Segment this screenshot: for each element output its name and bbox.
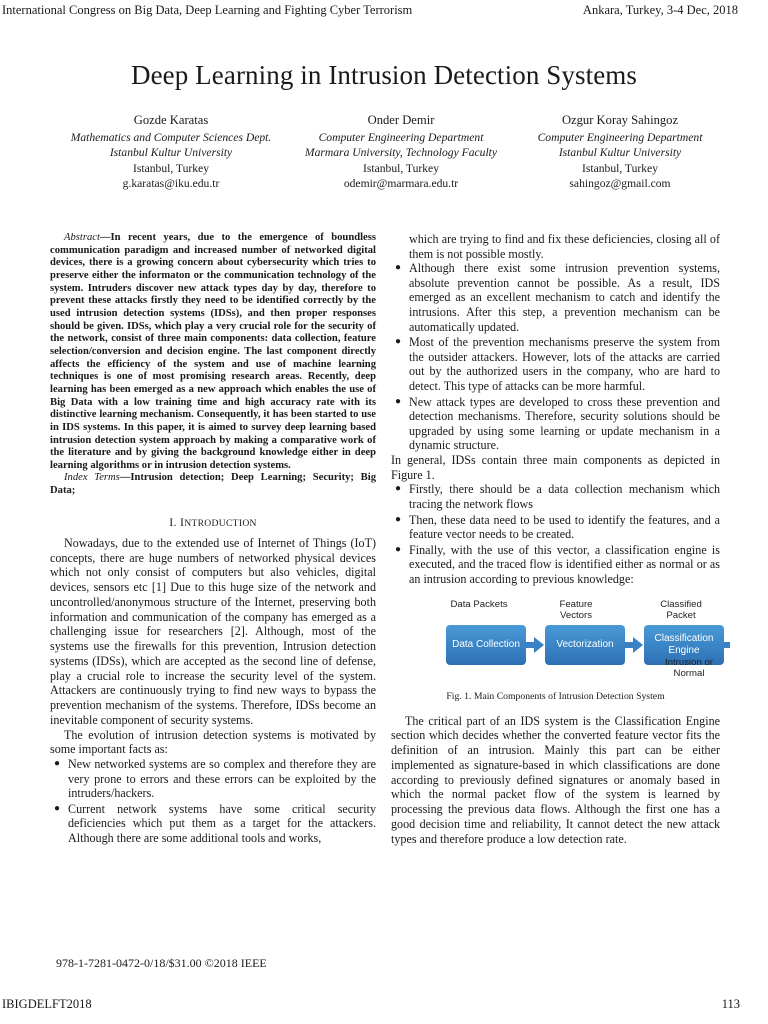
list-item bbox=[391, 395, 720, 453]
author-dept: Mathematics and Computer Sciences Dept. bbox=[70, 130, 272, 144]
arrow-right-icon bbox=[633, 637, 643, 653]
components-paragraph: In general, IDSs contain three main components as depicted in Figure 1. bbox=[391, 452, 720, 482]
author-univ: Marmara University, Technology Faculty bbox=[304, 146, 498, 159]
label-data-packets: Data Packets bbox=[450, 598, 508, 610]
arrow-shaft bbox=[724, 642, 730, 648]
bullet-icon: ● bbox=[395, 395, 402, 407]
bullet-icon: ● bbox=[395, 262, 402, 274]
list-item-text: Finally, with the use of this vector, a classification engine is executed, and the traced flow is identified either as normal or as an intrusion according to previous knowledge: bbox=[409, 542, 720, 586]
bullet-icon: ● bbox=[395, 336, 402, 348]
section-first-letter: I bbox=[179, 514, 185, 529]
list-item bbox=[391, 482, 720, 511]
list-item bbox=[391, 513, 720, 542]
author-city: Istanbul, Turkey bbox=[581, 161, 658, 175]
section-rest: NTRODUCTION bbox=[184, 517, 257, 529]
intro-paragraph-1: Nowadays, due to the extended use of Internet of Things (IoT) concepts, there are huge numbers of networked physical devices which not only consist of computers but also vehicles, digital devices, sensors etc [1] Due to this huge size of the network and uncontrolled/anonymous structure of the Internet, preserving both information and communication of the company has emerged as a challenging issue for researchers [2]. Although, most of the systems use the firewalls for this prevention, Intrusion detection systems (IDSs), which are accepted as the second line of defense, play a crucial role to increase the security level of the system. Attackers are continuously trying to find new ways to bypass the prevention mechanism of the systems. Therefore, IDSs become an inevitable component of security systems. bbox=[50, 535, 376, 727]
author-block-2 bbox=[288, 113, 514, 192]
bullet-icon: ● bbox=[395, 513, 402, 525]
author-name: Gozde Karatas bbox=[133, 113, 209, 127]
bullet-icon: ● bbox=[395, 543, 402, 555]
arrow-shaft bbox=[625, 642, 633, 648]
list-item-text: Then, these data need to be used to identify the features, and a feature vector needs to be created. bbox=[409, 512, 720, 542]
list-item-continuation: which are trying to find and fix these deficiencies, closing all of them is not possible mostly. bbox=[409, 232, 720, 261]
motivation-list bbox=[50, 757, 376, 846]
list-item bbox=[50, 802, 376, 846]
author-univ: Istanbul Kultur University bbox=[558, 146, 682, 159]
index-terms-lead: Index Terms bbox=[64, 472, 120, 484]
author-email: odemir@marmara.edu.tr bbox=[343, 177, 459, 190]
list-item-text: New networked systems are so complex and therefore they are very prone to errors and these errors can be exploited by the intruders/hackers. bbox=[68, 757, 376, 801]
conference-header: International Congress on Big Data, Deep Learning and Fighting Cyber Terrorism bbox=[2, 3, 413, 17]
list-item-text: Most of the prevention mechanisms preserve the system from the outsider attackers. However, lots of the attacks are carried out by the authorized users in the company, who are hard to detect. This type of attacks can be more harmful. bbox=[409, 335, 720, 393]
paper-title: Deep Learning in Intrusion Detection Systems bbox=[130, 60, 638, 90]
label-classified-packet: Classified Packet bbox=[660, 598, 702, 621]
list-item bbox=[391, 261, 720, 334]
list-item-text: Firstly, there should be a data collection mechanism which tracing the network flows bbox=[409, 482, 720, 511]
author-dept: Computer Engineering Department bbox=[537, 130, 703, 144]
arrow-right-icon bbox=[534, 637, 544, 653]
author-email: sahingoz@gmail.com bbox=[569, 177, 671, 190]
list-item-text: Although there exist some intrusion prevention systems, absolute prevention cannot be possible. As a result, IDS emerged as an excellent mechanism to catch and identify the intrusions. After this step, a prevention mechanism can be automatically updated. bbox=[409, 261, 720, 334]
box-classification-engine: Classification Engine bbox=[644, 625, 724, 665]
author-name: Ozgur Koray Sahingoz bbox=[561, 113, 679, 127]
author-email: g.karatas@iku.edu.tr bbox=[122, 177, 220, 190]
author-city: Istanbul, Turkey bbox=[362, 161, 439, 175]
copyright-notice: 978-1-7281-0472-0/18/$31.00 ©2018 IEEE bbox=[56, 956, 267, 970]
bullet-icon: ● bbox=[54, 758, 61, 770]
section-heading-introduction bbox=[50, 515, 376, 530]
figure-caption: Fig. 1. Main Components of Intrusion Detection System bbox=[446, 690, 665, 702]
ids-components-figure bbox=[391, 598, 720, 683]
components-list bbox=[391, 482, 720, 586]
right-column bbox=[391, 232, 720, 846]
list-item-text: Current network systems have some critical security deficiencies which put them as a target for the attackers. Although there are some additional tools and works, bbox=[68, 801, 376, 845]
author-city: Istanbul, Turkey bbox=[132, 161, 209, 175]
abstract-text: —In recent years, due to the emergence of boundless communication paradigm and increased number of networked digital devices, there is a growing concern about cybersecurity which tries to preserve either the informaton or the communication technology of the system. Intruders discover new attack types day by day, therefore to prevent these attacks firstly they need to be identified correctly by the used intrusion detection systems (IDSs), and then proper responses should be given. IDSs, which play a very crucial role for the security of the network, consist of three main components: data collection, feature selection/conversion and decision engine. The last component directly affects the efficiency of the system and use of machine learning techniques is one of most promising research areas. Recently, deep learning has been emerged as a new approach which enables the use of Big Data with a low training time and high accuracy rate with its distinctive learning mechanism. Consequently, it has been started to use in IDS systems. In this paper, it is aimed to survey deep learning based intrusion detection system approach by making a comparative work of the literature and by giving the background knowledge either in deep learning algorithms or in intrusion detection systems. bbox=[50, 232, 376, 471]
author-block-1 bbox=[46, 113, 296, 192]
motivation-list-continued bbox=[391, 261, 720, 453]
box-vectorization: Vectorization bbox=[545, 625, 625, 665]
classification-paragraph: The critical part of an IDS system is the Classification Engine section which decides whether the converted feature vector fits the definition of an intrusion. Mainly this part can be either implemented as signature-based in which classifications are done according to previously defined signatures or anomaly based in which the normal packet flow of the system is learned by processing the previous data flows. Although the first one has a good decision time and reliability, It cannot detect the new attack types and therefore produce a low detection rate. bbox=[391, 713, 720, 846]
intro-paragraph-2: The evolution of intrusion detection systems is motivated by some important facts as: bbox=[50, 727, 376, 757]
abstract bbox=[50, 232, 376, 472]
page-number: 113 bbox=[721, 997, 740, 1011]
abstract-lead: Abstract bbox=[64, 232, 100, 243]
index-terms-text: —Intrusion detection; Deep Learning; Security; Big Data; bbox=[50, 472, 376, 497]
box-data-collection: Data Collection bbox=[446, 625, 526, 665]
bullet-icon: ● bbox=[54, 802, 61, 814]
author-block-3 bbox=[510, 113, 730, 192]
footer-conference-code: IBIGDELFT2018 bbox=[2, 997, 92, 1011]
author-univ: Istanbul Kultur University bbox=[109, 146, 233, 159]
author-dept: Computer Engineering Department bbox=[318, 130, 484, 144]
location-header: Ankara, Turkey, 3-4 Dec, 2018 bbox=[582, 3, 738, 17]
index-terms bbox=[50, 472, 376, 497]
section-number: I. bbox=[169, 514, 177, 529]
left-column bbox=[50, 232, 376, 846]
label-feature-vectors: Feature Vectors bbox=[559, 598, 593, 621]
list-item bbox=[50, 757, 376, 801]
list-item-text: New attack types are developed to cross these prevention and detection mechanisms. Therefore, security solutions should be upgraded by using some learning or update mechanism in a dynamic structure. bbox=[409, 394, 720, 453]
arrow-shaft bbox=[526, 642, 534, 648]
author-name: Onder Demir bbox=[367, 113, 435, 127]
list-item bbox=[391, 543, 720, 587]
bullet-icon: ● bbox=[395, 483, 402, 495]
label-intrusion-or-normal: Intrusion or Normal bbox=[665, 656, 713, 679]
list-item bbox=[391, 335, 720, 393]
